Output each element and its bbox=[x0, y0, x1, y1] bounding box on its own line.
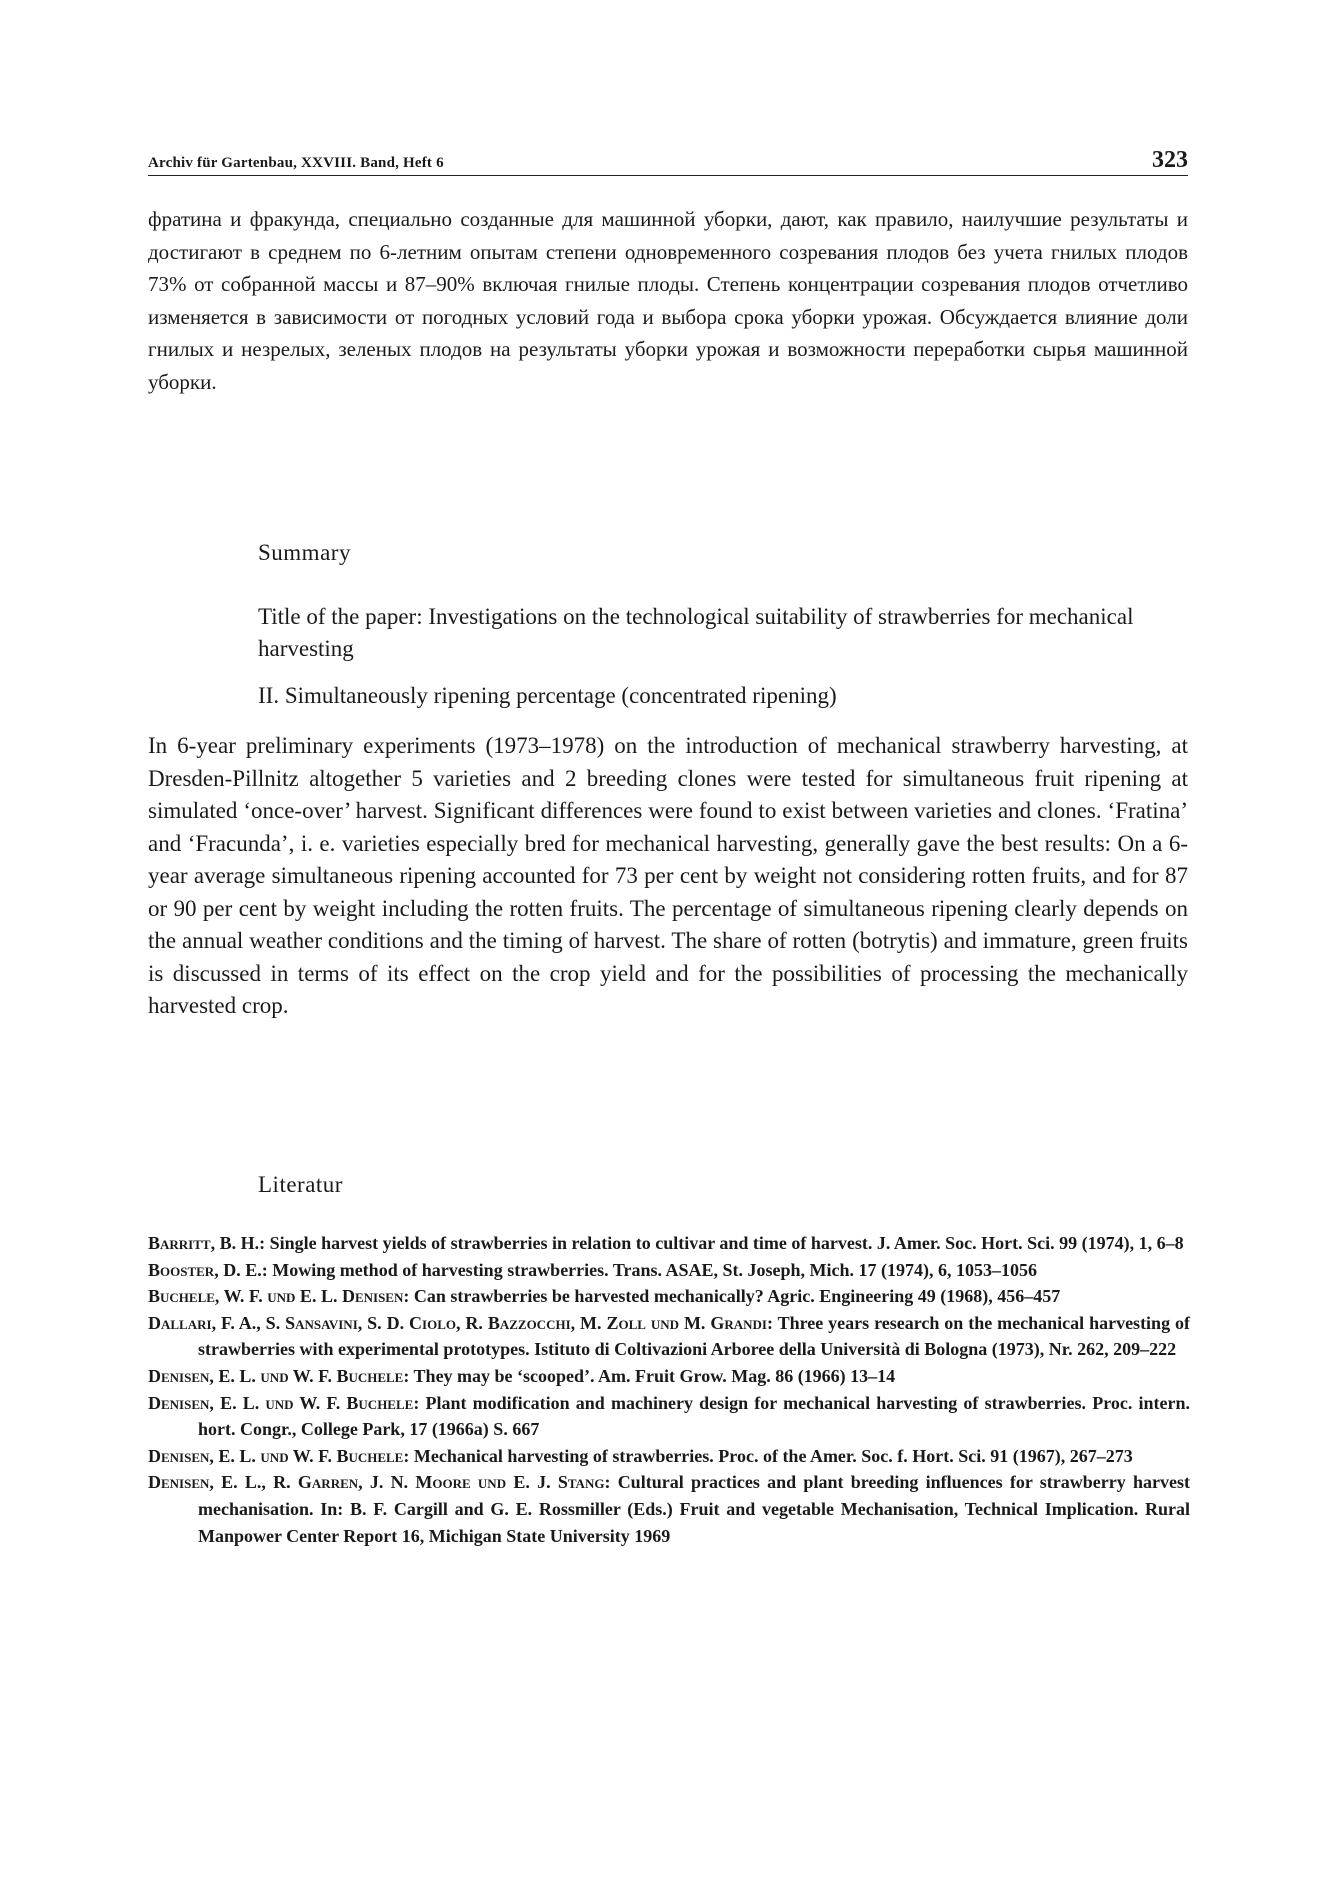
reference-authors: Denisen, E. L. und W. F. Buchele: bbox=[148, 1445, 410, 1466]
reference-authors: Booster, D. E.: bbox=[148, 1259, 268, 1280]
reference-item bbox=[148, 1310, 1190, 1363]
page-number: 323 bbox=[1152, 147, 1188, 173]
reference-text: Can strawberries be harvested mechanically? Agric. Engineering 49 (1968), 456–457 bbox=[413, 1286, 1061, 1307]
reference-item bbox=[148, 1469, 1190, 1549]
reference-text: Mechanical harvesting of strawberries. Proc. of the Amer. Soc. f. Hort. Sci. 91 (1967), 267–273 bbox=[413, 1445, 1133, 1466]
reference-authors: Barritt, B. H.: bbox=[148, 1233, 266, 1253]
literature-heading: Literatur bbox=[258, 1172, 343, 1197]
reference-text: Plant modification and machinery design for mechanical harvesting of strawberries. Proc. intern. hort. Congr., College Park, 17 (1966a) S. 667 bbox=[198, 1392, 1191, 1440]
summary-paragraph: In 6-year preliminary experiments (1973–1978) on the introduction of mechanical strawberry harvesting, at Dresden-Pillnitz altogether 5 varieties and 2 breeding clones were tested for simultaneous fruit ripening at simulated ‘once-over’ harvest. Significant differences were found to exist between varieties and clones. ‘Fratina’ and ‘Fracunda’, i. e. varieties especially bred for mechanical harvesting, generally gave the best results: On a 6-year average simultaneous ripening accounted for 73 per cent by weight not considering rotten fruits, and for 87 or 90 per cent by weight including the rotten fruits. The percentage of simultaneous ripening clearly depends on the annual weather conditions and the timing of harvest. The share of rotten (botrytis) and immature, green fruits is discussed in terms of its effect on the crop yield and for the possibilities of processing the mechanically harvested crop. bbox=[148, 733, 1188, 1018]
journal-title: Archiv für Gartenbau, XXVIII. Band, Heft 6 bbox=[148, 155, 444, 171]
reference-authors: Denisen, E. L., R. Garren, J. N. Moore und E. J. Stang: bbox=[148, 1472, 611, 1493]
running-header bbox=[148, 148, 1188, 176]
reference-item bbox=[148, 1363, 1190, 1390]
reference-text: They may be ‘scooped’. Am. Fruit Grow. Mag. 86 (1966) 13–14 bbox=[413, 1365, 896, 1386]
reference-text: Three years research on the mechanical harvesting of strawberries with experimental prototypes. Istituto di Coltivazioni Arboree della Università di Bologna (1973), Nr. 262, 209–222 bbox=[198, 1312, 1190, 1360]
reference-list bbox=[148, 1230, 1190, 1549]
paper-title-line: Title of the paper: Investigations on the technological suitability of strawberries for mechanical harvesting bbox=[258, 604, 1134, 661]
reference-authors: Buchele, W. F. und E. L. Denisen: bbox=[148, 1286, 410, 1307]
reference-item bbox=[148, 1390, 1190, 1443]
reference-item bbox=[148, 1443, 1190, 1470]
reference-text: Mowing method of harvesting strawberries. Trans. ASAE, St. Joseph, Mich. 17 (1974), 6, 1053–1056 bbox=[272, 1259, 1038, 1280]
reference-item bbox=[148, 1230, 1190, 1257]
paper-part-line: II. Simultaneously ripening percentage (concentrated ripening) bbox=[258, 683, 837, 708]
reference-item bbox=[148, 1257, 1190, 1284]
reference-authors: Denisen, E. L. und W. F. Buchele: bbox=[148, 1392, 420, 1413]
summary-heading: Summary bbox=[258, 540, 351, 565]
reference-text: Cultural practices and plant breeding influences for strawberry harvest mechanisation. In: B. F. Cargill and G. E. Rossmiller (Eds.) Fruit and vegetable Mechanisation, Technical Implication. Rural Manpower Center Report 16, Michigan State University 1969 bbox=[198, 1472, 1190, 1546]
reference-authors: Dallari, F. A., S. Sansavini, S. D. Ciolo, R. Bazzocchi, M. Zoll und M. Grandi: bbox=[148, 1312, 773, 1333]
reference-item bbox=[148, 1283, 1190, 1310]
russian-abstract-paragraph: фратина и фракунда, специально созданные для машинной уборки, дают, как правило, наилучшие результаты и достигают в среднем по 6-летним опытам степени одновременного созревания плодов без учета гнилых плодов 73% от собранной массы и 87–90% включая гнилые плоды. Степень концентрации созревания плодов отчетливо изменяется в зависимости от погодных условий года и выбора срока уборки урожая. Обсуждается влияние доли гнилых и незрелых, зеленых плодов на результаты уборки урожая и возможности переработки сырья машинной уборки. bbox=[148, 207, 1188, 394]
reference-text: Single harvest yields of strawberries in relation to cultivar and time of harvest. J. Amer. Soc. Hort. Sci. 99 (1974), 1, 6–8 bbox=[269, 1233, 1184, 1253]
reference-authors: Denisen, E. L. und W. F. Buchele: bbox=[148, 1365, 410, 1386]
